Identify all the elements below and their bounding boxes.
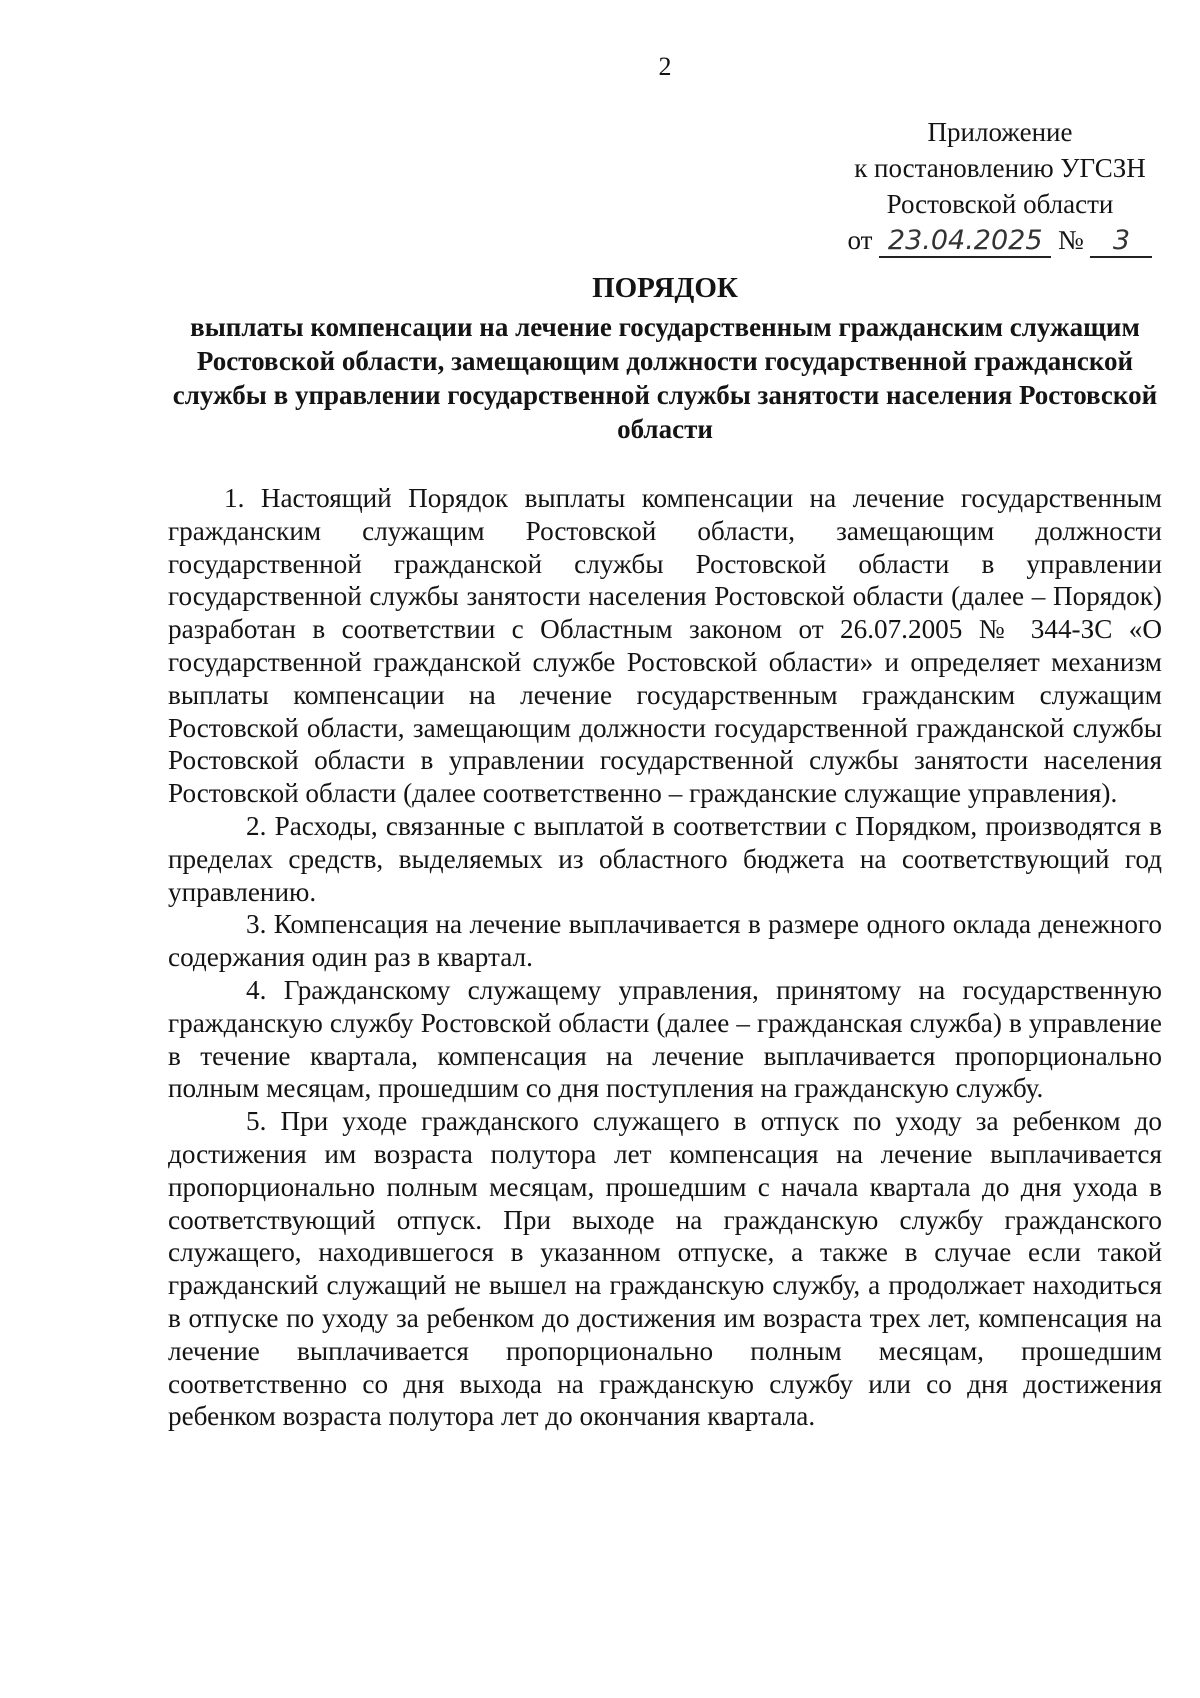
annex-resolution-ref: к постановлению УГСЗН [854, 153, 1146, 183]
paragraph-1: 1. Настоящий Порядок выплаты компенсации на лечение государственным гражданским служащим Ростовской области, замещающим должности государственной гражданской службы Ростовской области в управлении государственной службы занятости населения Ростовской области (далее – Порядок) разработан в соответствии с Областным законом от 26.07.2005 № 344-ЗС «О государственной гражданской службе Ростовской области» и определяет механизм выплаты компенсации на лечение государственным гражданским служащим Ростовской области, замещающим должности государственной гражданской службы Ростовской области в управлении государственной службы занятости населения Ростовской области (далее соответственно – гражданские служащие управления). [168, 483, 1162, 809]
paragraph-5: 5. При уходе гражданского служащего в отпуск по уходу за ребенком до достижения им возраста полутора лет компенсация на лечение выплачивается пропорционально полным месяцам, прошедшим с начала квартала до дня ухода в соответствующий отпуск. При выходе на гражданскую службу гражданского служащего, находившегося в указанном отпуске, а также в случае если такой гражданский служащий не вышел на гражданскую службу, а продолжает находиться в отпуске по уходу за ребенком до достижения им возраста трех лет, компенсация на лечение выплачивается пропорционально полным месяцам, прошедшим соответственно со дня выхода на гражданскую службу или со дня достижения ребенком возраста полутора лет до окончания квартала. [168, 1106, 1162, 1432]
annex-header [800, 114, 1200, 258]
document-body [168, 482, 1162, 1433]
number-prefix: № [1057, 225, 1084, 255]
handwritten-date: 23.04.2025 [879, 226, 1051, 258]
page-number: 2 [658, 52, 672, 81]
date-prefix: от [847, 225, 873, 255]
paragraph-3: 3. Компенсация на лечение выплачивается в размере одного оклада денежного содержания один раз в квартал. [168, 909, 1162, 973]
annex-title: Приложение [927, 117, 1073, 147]
handwritten-number: 3 [1090, 226, 1152, 258]
annex-date-line [800, 222, 1200, 258]
paragraph-2: 2. Расходы, связанные с выплатой в соответствии с Порядком, производятся в пределах средств, выделяемых из областного бюджета на соответствующий год управлению. [168, 810, 1162, 907]
document-title: ПОРЯДОК [592, 272, 738, 304]
annex-region: Ростовской области [886, 189, 1114, 219]
document-subtitle: выплаты компенсации на лечение государственным гражданским служащим Ростовской области, замещающим должности государственной гражданской службы в управлении государственной службы занятости населения Ростовской области [172, 312, 1158, 444]
paragraph-4: 4. Гражданскому служащему управления, принятому на государственную гражданскую службу Ростовской области (далее – гражданская служба) в управление в течение квартала, компенсация на лечение выплачивается пропорционально полным месяцам, прошедшим со дня поступления на гражданскую службу. [168, 974, 1162, 1104]
